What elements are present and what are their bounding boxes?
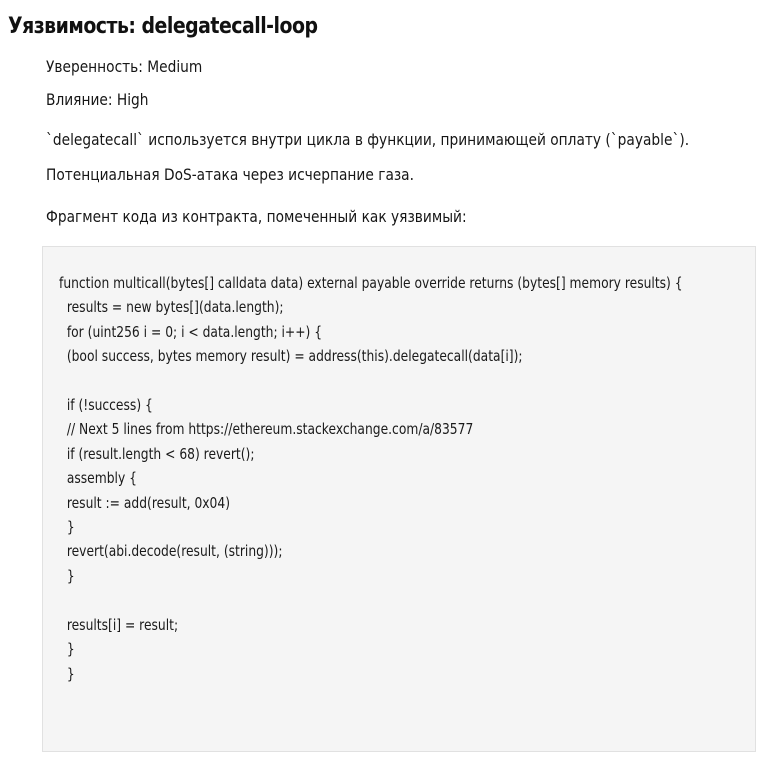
code-snippet: function multicall(bytes[] calldata data) external payable override returns (bytes[] memory results) { results = new bytes[](data.length); for (uint256 i = 0; i < data.length; i++) { (bool success, bytes memory result) = address(this).delegatecall(data[i]); if (!success) { // Next 5 lines from https://ethereum.stackexchange.com/a/83577 if (result.length < 68) revert(); assembly { result := add(result, 0x04) } revert(abi.decode(result, (string))); } results[i] = result; } } [59, 274, 683, 683]
impact-line: Влияние: High [46, 90, 149, 109]
code-snippet-label: Фрагмент кода из контракта, помеченный как уязвимый: [46, 207, 467, 226]
code-block [42, 246, 756, 752]
vulnerability-description: `delegatecall` используется внутри цикла в функции, принимающей оплату (`payable`). Потенциальная DoS-атака через исчерпание газа. [46, 130, 690, 184]
vulnerability-title: Уязвимость: delegatecall-loop [8, 14, 318, 39]
confidence-line: Уверенность: Medium [46, 57, 203, 76]
